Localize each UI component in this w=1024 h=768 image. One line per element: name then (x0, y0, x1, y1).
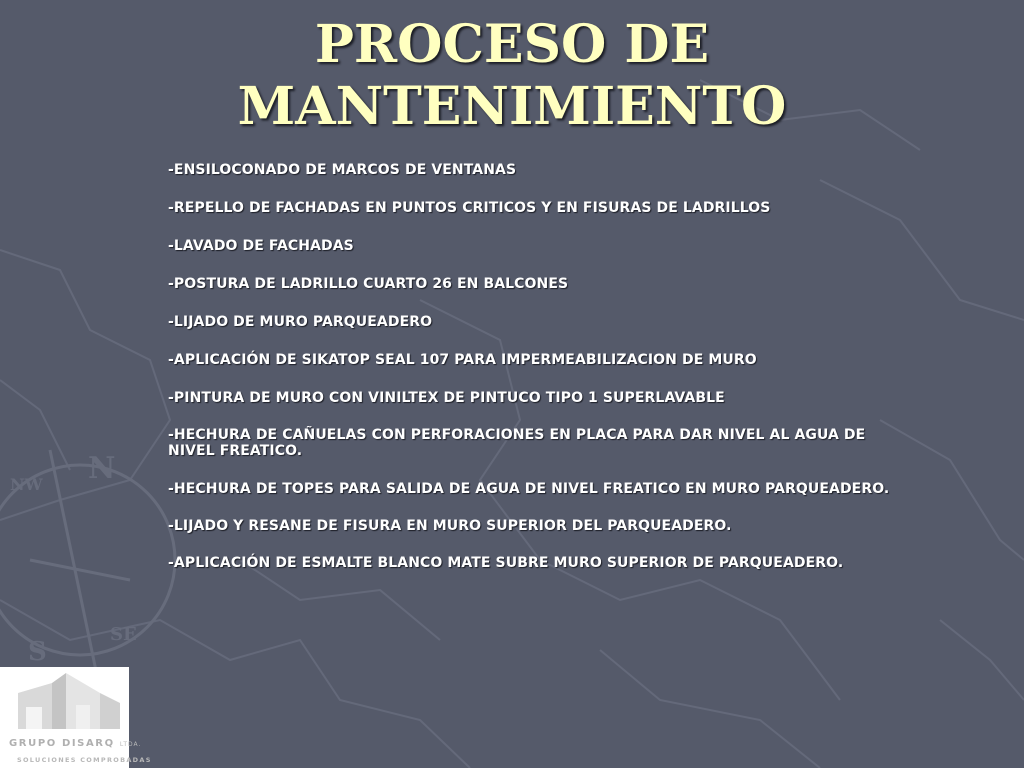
title-line-1: PROCESO DE (314, 14, 710, 75)
logo-tagline: SOLUCIONES COMPROBADAS (17, 756, 152, 764)
list-item: -HECHURA DE TOPES PARA SALIDA DE AGUA DE NIVEL FREATICO EN MURO PARQUEADERO. (168, 481, 890, 497)
list-item: -PINTURA DE MURO CON VINILTEX DE PINTUCO TIPO 1 SUPERLAVABLE (168, 390, 725, 406)
list-item: -APLICACIÓN DE ESMALTE BLANCO MATE SUBRE MURO SUPERIOR DE PARQUEADERO. (168, 555, 844, 571)
list-item: -ENSILOCONADO DE MARCOS DE VENTANAS (168, 162, 517, 178)
logo-name-text: GRUPO DISARQ (9, 738, 115, 749)
list-item: -LIJADO DE MURO PARQUEADERO (168, 314, 433, 330)
logo-name (9, 738, 141, 749)
svg-text:NW: NW (10, 475, 43, 494)
list-item: -REPELLO DE FACHADAS EN PUNTOS CRITICOS Y EN FISURAS DE LADRILLOS (168, 200, 771, 216)
list-item: -LAVADO DE FACHADAS (168, 238, 354, 254)
maintenance-task-list (168, 162, 908, 571)
slide-title (0, 14, 1024, 138)
svg-text:N: N (88, 451, 116, 486)
company-logo (0, 667, 129, 768)
list-item: -HECHURA DE CAÑUELAS CON PERFORACIONES EN PLACA PARA DAR NIVEL AL AGUA DE NIVEL FREATICO. (168, 427, 866, 459)
logo-suffix: LTDA. (119, 741, 142, 748)
building-logo-icon (0, 667, 129, 768)
svg-text:S: S (28, 637, 47, 667)
svg-text:SE: SE (110, 624, 137, 645)
list-item: -POSTURA DE LADRILLO CUARTO 26 EN BALCONES (168, 276, 569, 292)
list-item: -LIJADO Y RESANE DE FISURA EN MURO SUPERIOR DEL PARQUEADERO. (168, 518, 732, 534)
title-line-2: MANTENIMIENTO (237, 76, 787, 137)
list-item: -APLICACIÓN DE SIKATOP SEAL 107 PARA IMPERMEABILIZACION DE MURO (168, 352, 757, 368)
